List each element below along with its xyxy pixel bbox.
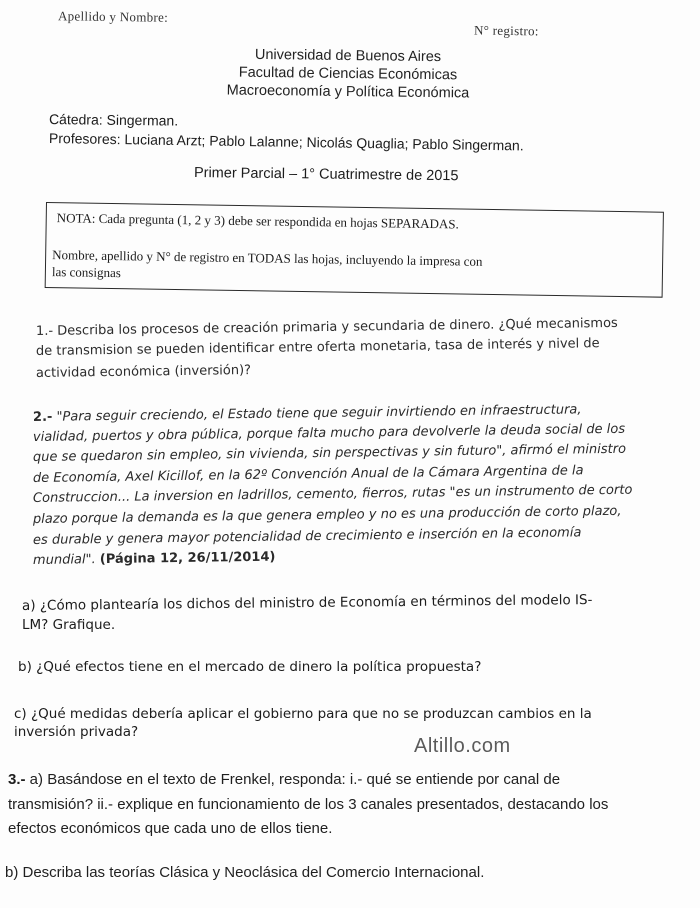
question-1-line-2: de transmision se pueden identificar entre oferta monetaria, tasa de interés y nivel de <box>35 336 600 359</box>
registro-label: N° registro: <box>473 22 539 39</box>
catedra-line: Cátedra: Singerman. <box>48 111 179 129</box>
question-1-line-1: 1.- Describa los procesos de creación primaria y secundaria de dinero. ¿Qué mecanismos <box>35 315 618 339</box>
faculty-name: Facultad de Ciencias Económicas <box>238 64 458 84</box>
question-2a-line-2: LM? Grafique. <box>22 617 116 633</box>
question-2-quote-line-1 <box>33 402 582 425</box>
nota-line-3: las consignas <box>51 264 121 281</box>
question-3-number: 3.- <box>8 771 26 788</box>
question-3-line-1 <box>8 771 560 788</box>
question-2-quote-end: mundial". <box>32 552 96 568</box>
question-3a-text: a) Basándose en el texto de Frenkel, responda: i.- qué se entiende por canal de <box>25 771 561 788</box>
question-2-quote-line-3: que se quedaron sin empleo, sin vivienda, sin perspectivas y sin futuro", afirmó el ministro <box>32 441 627 465</box>
altillo-watermark: Altillo.com <box>414 735 511 757</box>
question-2c-line-2: inversión privada? <box>14 724 139 740</box>
question-3b: b) Describa las teorías Clásica y Neoclásica del Comercio Internacional. <box>5 864 485 881</box>
question-3-line-3: efectos económicos que cada uno de ellos tiene. <box>8 820 333 837</box>
question-2-quote-line-2: vialidad, puertos y obra pública, porque falta mucho para devolverle la deuda social de los <box>32 421 626 445</box>
nota-line-1: NOTA: Cada pregunta (1, 2 y 3) debe ser respondida en hojas SEPARADAS. <box>56 210 459 232</box>
question-2c-line-1: c) ¿Qué medidas debería aplicar el gobierno para que no se produzcan cambios en la <box>14 706 592 722</box>
question-2b: b) ¿Qué efectos tiene en el mercado de dinero la política propuesta? <box>18 659 482 675</box>
question-2a-line-1: a) ¿Cómo plantearía los dichos del ministro de Economía en términos del modelo IS- <box>21 592 593 614</box>
nota-box <box>45 202 664 298</box>
university-name: Universidad de Buenos Aires <box>254 46 442 66</box>
question-2-quote-line-7: es durable y genera mayor potencialidad de crecimiento e inserción en la economía <box>32 525 582 548</box>
question-2-quote-line-4: de Economía, Axel Kicillof, en la 62º Convención Anual de la Cámara Argentina de la <box>32 463 584 486</box>
question-2-quote-line-5: Construccion... La inversion en ladrillos, cemento, fierros, rutas "es un instrumento de corto <box>32 482 633 506</box>
question-2-number: 2.- <box>32 409 53 425</box>
nota-line-2: Nombre, apellido y N° de registro en TODAS las hojas, incluyendo la impresa con <box>52 247 483 269</box>
apellido-nombre-label: Apellido y Nombre: <box>57 8 169 25</box>
question-2-quote-text: "Para seguir creciendo, el Estado tiene que seguir invirtiendo en infraestructura, <box>56 402 582 425</box>
question-2-quote-line-6: plazo porque la demanda es la que genera empleo y no es una producción de corto plazo, <box>32 503 622 527</box>
question-3-line-2: transmisión? ii.- explique en funcionamiento de los 3 canales presentados, destacando los <box>8 796 609 813</box>
course-name: Macroeconomía y Política Económica <box>226 82 470 102</box>
question-1-line-3: actividad económica (inversión)? <box>35 362 252 381</box>
question-2-quote-line-8 <box>33 550 276 568</box>
profesores-line: Profesores: Luciana Arzt; Pablo Lalanne; Nicolás Quaglia; Pablo Singerman. <box>48 130 524 154</box>
question-2-source: (Página 12, 26/11/2014) <box>99 549 276 568</box>
exam-title: Primer Parcial – 1° Cuatrimestre de 2015 <box>193 165 459 185</box>
